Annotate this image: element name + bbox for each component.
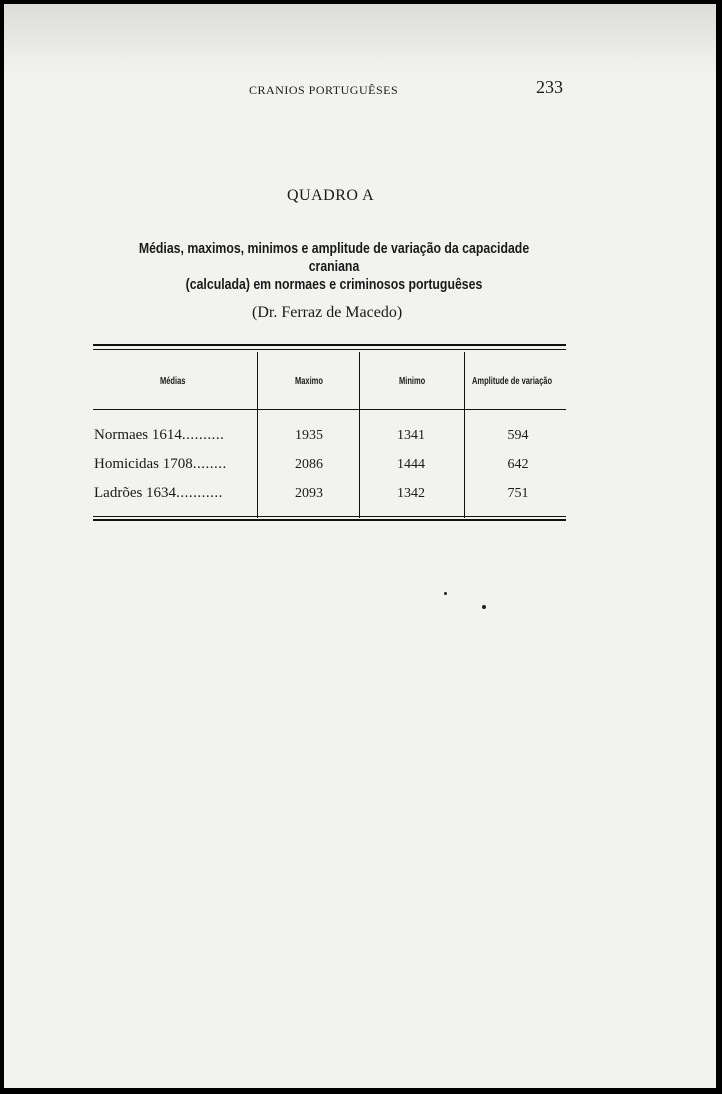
column-divider [464, 352, 465, 518]
cell-amplitude: 594 [507, 428, 529, 443]
cell-maximo: 2093 [295, 486, 323, 501]
scan-speck [444, 592, 447, 595]
table-source: (Dr. Ferraz de Macedo) [252, 304, 403, 321]
cell-amplitude: 642 [507, 457, 529, 472]
caption-line-2: (calculada) em normaes e criminosos portuguêses [185, 276, 483, 293]
cell-maximo: 2086 [295, 457, 323, 472]
cell-amplitude: 751 [507, 486, 529, 501]
leader-dots: ........... [176, 485, 223, 501]
table-row-label [94, 485, 223, 502]
table-caption [121, 240, 547, 294]
leader-dots: ........ [192, 456, 227, 472]
table-row-label [94, 427, 224, 444]
col-header-amplitude: Amplitude de variação [472, 376, 553, 387]
row-label-text: Normaes 1614 [94, 427, 182, 443]
scan-shadow [4, 4, 716, 74]
table-title: QUADRO A [287, 187, 375, 204]
row-label-text: Ladrões 1634 [94, 485, 177, 501]
col-header-medias: Médias [160, 376, 186, 387]
running-title: CRANIOS PORTUGUÊSES [249, 83, 399, 97]
row-label-text: Homicidas 1708 [94, 456, 193, 472]
cell-minimo: 1341 [397, 428, 425, 443]
bottom-rule-thick [93, 519, 566, 521]
col-header-maximo: Maximo [295, 376, 323, 387]
leader-dots: .......... [181, 427, 225, 443]
column-divider [359, 352, 360, 518]
page-number: 233 [536, 77, 563, 97]
cell-minimo: 1444 [397, 457, 425, 472]
cell-maximo: 1935 [295, 428, 323, 443]
cell-minimo: 1342 [397, 486, 425, 501]
top-rule-thick [93, 344, 566, 346]
top-rule-thin [93, 349, 566, 350]
document-page [4, 4, 716, 1088]
caption-line-1: Médias, maximos, minimos e amplitude de variação da capacidade craniana [138, 240, 530, 275]
scan-speck [482, 605, 486, 609]
table-row-label [94, 456, 227, 473]
bottom-rule-thin [93, 516, 566, 517]
header-rule [93, 409, 566, 410]
column-divider [257, 352, 258, 518]
col-header-minimo: Minimo [399, 376, 426, 387]
